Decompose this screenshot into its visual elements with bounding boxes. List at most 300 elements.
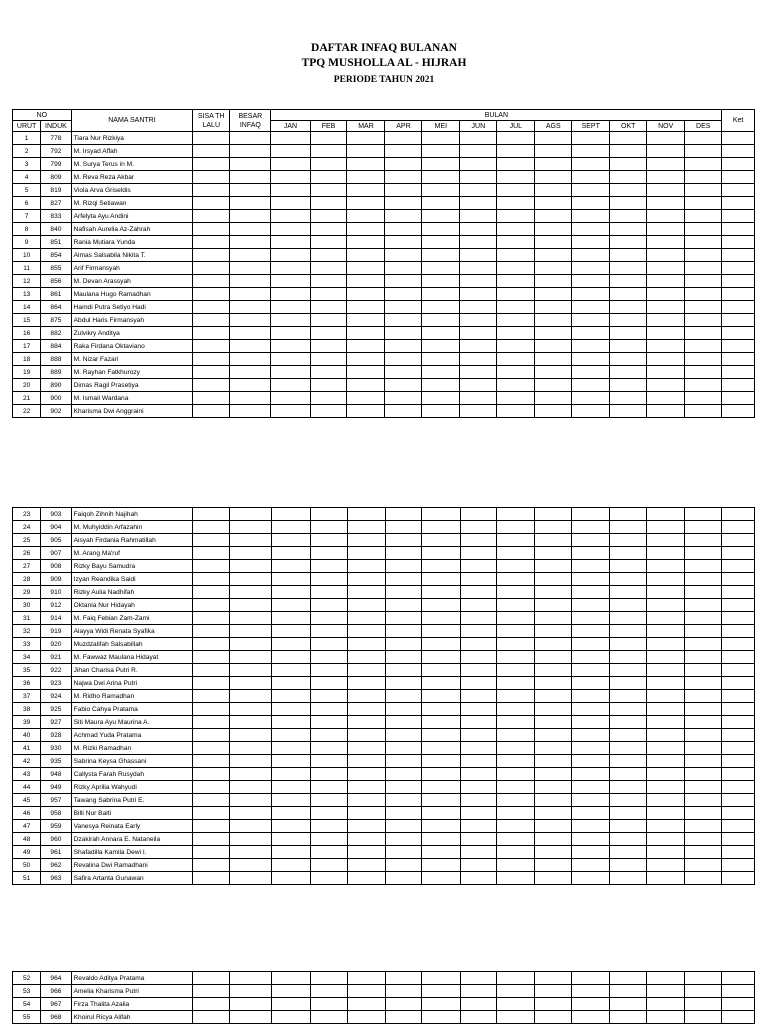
empty-cell [347, 872, 385, 885]
row-induk: 778 [41, 132, 71, 145]
empty-cell [685, 314, 722, 327]
empty-cell [610, 547, 647, 560]
empty-cell [610, 508, 647, 521]
empty-cell [610, 716, 647, 729]
empty-cell [572, 521, 610, 534]
row-nama: Safira Artanta Gunawan [71, 872, 193, 885]
empty-cell [347, 972, 385, 985]
empty-cell [193, 547, 230, 560]
empty-cell [610, 573, 647, 586]
empty-cell [647, 184, 685, 197]
student-row [13, 508, 755, 521]
empty-cell [347, 301, 385, 314]
empty-cell [385, 249, 422, 262]
empty-cell [685, 158, 722, 171]
empty-cell [385, 236, 422, 249]
empty-cell [497, 972, 535, 985]
empty-cell [685, 833, 722, 846]
empty-cell [422, 972, 460, 985]
empty-cell [422, 833, 460, 846]
empty-cell [722, 703, 755, 716]
row-nama: Shafadilla Kamila Dewi I. [71, 846, 193, 859]
empty-cell [610, 872, 647, 885]
empty-cell [193, 729, 230, 742]
empty-cell [385, 820, 422, 833]
empty-cell [647, 340, 685, 353]
empty-cell [230, 573, 271, 586]
empty-cell [385, 262, 422, 275]
empty-cell [460, 379, 497, 392]
row-nama: M. Surya Terus in M. [71, 158, 193, 171]
row-urut: 52 [13, 972, 41, 985]
empty-cell [460, 158, 497, 171]
empty-cell [610, 314, 647, 327]
empty-cell [193, 262, 230, 275]
empty-cell [460, 807, 497, 820]
empty-cell [422, 158, 460, 171]
empty-cell [385, 379, 422, 392]
empty-cell [647, 210, 685, 223]
empty-cell [193, 184, 230, 197]
empty-cell [460, 547, 497, 560]
empty-cell [535, 998, 572, 1011]
empty-cell [610, 405, 647, 418]
empty-cell [647, 859, 685, 872]
empty-cell [722, 690, 755, 703]
empty-cell [230, 392, 271, 405]
empty-cell [647, 781, 685, 794]
empty-cell [385, 846, 422, 859]
empty-cell [497, 612, 535, 625]
empty-cell [535, 171, 572, 184]
empty-cell [460, 197, 497, 210]
empty-cell [647, 586, 685, 599]
col-header-month: JUN [460, 121, 497, 132]
empty-cell [310, 859, 347, 872]
empty-cell [722, 132, 755, 145]
empty-cell [385, 560, 422, 573]
empty-cell [722, 972, 755, 985]
empty-cell [535, 794, 572, 807]
empty-cell [610, 664, 647, 677]
empty-cell [572, 547, 610, 560]
empty-cell [610, 677, 647, 690]
empty-cell [722, 794, 755, 807]
row-nama: Alayya Widi Renata Syafika [71, 625, 193, 638]
empty-cell [422, 703, 460, 716]
empty-cell [310, 534, 347, 547]
empty-cell [271, 872, 310, 885]
empty-cell [497, 690, 535, 703]
empty-cell [422, 534, 460, 547]
empty-cell [572, 560, 610, 573]
empty-cell [347, 807, 385, 820]
empty-cell [572, 807, 610, 820]
row-urut: 36 [13, 677, 41, 690]
empty-cell [497, 998, 535, 1011]
empty-cell [535, 651, 572, 664]
row-urut: 47 [13, 820, 41, 833]
empty-cell [347, 716, 385, 729]
empty-cell [271, 998, 310, 1011]
student-row [13, 690, 755, 703]
empty-cell [610, 236, 647, 249]
empty-cell [647, 249, 685, 262]
col-header-no: NO [13, 110, 72, 121]
empty-cell [535, 132, 572, 145]
empty-cell [422, 210, 460, 223]
empty-cell [271, 677, 310, 690]
row-induk: 884 [41, 340, 71, 353]
student-row [13, 872, 755, 885]
empty-cell [193, 833, 230, 846]
empty-cell [722, 197, 755, 210]
empty-cell [460, 236, 497, 249]
empty-cell [193, 573, 230, 586]
col-header-month: JAN [271, 121, 310, 132]
empty-cell [230, 716, 271, 729]
empty-cell [497, 353, 535, 366]
empty-cell [422, 573, 460, 586]
empty-cell [535, 872, 572, 885]
empty-cell [572, 262, 610, 275]
row-nama: Revaldo Aditya Pratama [71, 972, 193, 985]
empty-cell [460, 314, 497, 327]
empty-cell [347, 534, 385, 547]
row-nama: Raka Firdana Oktaviano [71, 340, 193, 353]
empty-cell [385, 158, 422, 171]
empty-cell [347, 560, 385, 573]
empty-cell [572, 716, 610, 729]
empty-cell [610, 755, 647, 768]
empty-cell [610, 288, 647, 301]
empty-cell [535, 638, 572, 651]
empty-cell [271, 625, 310, 638]
empty-cell [271, 521, 310, 534]
empty-cell [572, 171, 610, 184]
empty-cell [497, 985, 535, 998]
empty-cell [722, 612, 755, 625]
empty-cell [460, 508, 497, 521]
empty-cell [647, 223, 685, 236]
empty-cell [310, 275, 347, 288]
empty-cell [685, 742, 722, 755]
empty-cell [385, 534, 422, 547]
student-row [13, 729, 755, 742]
empty-cell [193, 508, 230, 521]
empty-cell [230, 807, 271, 820]
empty-cell [422, 755, 460, 768]
row-induk: 840 [41, 223, 71, 236]
empty-cell [230, 768, 271, 781]
empty-cell [610, 262, 647, 275]
empty-cell [347, 210, 385, 223]
empty-cell [422, 716, 460, 729]
row-nama: M. Ismail Wardana [71, 392, 193, 405]
empty-cell [271, 197, 310, 210]
empty-cell [193, 664, 230, 677]
row-induk: 861 [41, 288, 71, 301]
empty-cell [685, 807, 722, 820]
empty-cell [610, 327, 647, 340]
empty-cell [271, 716, 310, 729]
student-row [13, 327, 755, 340]
row-urut: 13 [13, 288, 41, 301]
row-induk: 920 [41, 638, 71, 651]
empty-cell [310, 288, 347, 301]
empty-cell [422, 807, 460, 820]
empty-cell [271, 314, 310, 327]
empty-cell [230, 729, 271, 742]
empty-cell [271, 755, 310, 768]
empty-cell [722, 171, 755, 184]
empty-cell [193, 586, 230, 599]
empty-cell [310, 184, 347, 197]
empty-cell [535, 820, 572, 833]
empty-cell [647, 716, 685, 729]
empty-cell [422, 314, 460, 327]
empty-cell [535, 625, 572, 638]
empty-cell [610, 301, 647, 314]
empty-cell [610, 145, 647, 158]
empty-cell [422, 768, 460, 781]
empty-cell [610, 638, 647, 651]
empty-cell [497, 872, 535, 885]
empty-cell [497, 859, 535, 872]
empty-cell [460, 171, 497, 184]
row-induk: 819 [41, 184, 71, 197]
empty-cell [722, 521, 755, 534]
empty-cell [647, 755, 685, 768]
empty-cell [647, 768, 685, 781]
empty-cell [460, 794, 497, 807]
empty-cell [722, 768, 755, 781]
row-induk: 924 [41, 690, 71, 703]
empty-cell [385, 392, 422, 405]
empty-cell [722, 340, 755, 353]
empty-cell [535, 366, 572, 379]
empty-cell [271, 392, 310, 405]
empty-cell [385, 677, 422, 690]
col-header-induk: INDUK [41, 121, 71, 132]
empty-cell [310, 703, 347, 716]
empty-cell [647, 327, 685, 340]
empty-cell [193, 275, 230, 288]
empty-cell [347, 197, 385, 210]
empty-cell [385, 210, 422, 223]
student-row [13, 599, 755, 612]
student-row [13, 781, 755, 794]
empty-cell [271, 379, 310, 392]
empty-cell [271, 781, 310, 794]
empty-cell [647, 820, 685, 833]
empty-cell [193, 197, 230, 210]
empty-cell [535, 210, 572, 223]
col-header-month: APR [385, 121, 422, 132]
empty-cell [310, 249, 347, 262]
empty-cell [535, 859, 572, 872]
empty-cell [647, 236, 685, 249]
empty-cell [385, 833, 422, 846]
col-header-month: OKT [610, 121, 647, 132]
empty-cell [310, 794, 347, 807]
empty-cell [310, 781, 347, 794]
empty-cell [310, 353, 347, 366]
row-urut: 21 [13, 392, 41, 405]
empty-cell [722, 262, 755, 275]
row-induk: 962 [41, 859, 71, 872]
institution-name: TPQ MUSHOLLA AL - HIJRAH [301, 57, 467, 69]
empty-cell [572, 998, 610, 1011]
empty-cell [422, 998, 460, 1011]
row-induk: 923 [41, 677, 71, 690]
row-nama: M. Irsyad Affah [71, 145, 193, 158]
empty-cell [722, 729, 755, 742]
row-nama: Muzdzalifah Salsabillah [71, 638, 193, 651]
empty-cell [647, 288, 685, 301]
empty-cell [460, 249, 497, 262]
empty-cell [647, 262, 685, 275]
row-induk: 930 [41, 742, 71, 755]
empty-cell [460, 703, 497, 716]
row-nama: M. Rizqi Setiawan [71, 197, 193, 210]
student-row [13, 275, 755, 288]
student-row [13, 998, 755, 1011]
empty-cell [347, 366, 385, 379]
empty-cell [271, 353, 310, 366]
empty-cell [271, 275, 310, 288]
row-nama: Tawang Sabrina Putri E. [71, 794, 193, 807]
empty-cell [685, 521, 722, 534]
student-row [13, 132, 755, 145]
empty-cell [497, 833, 535, 846]
row-nama: Vanesya Reinata Early [71, 820, 193, 833]
empty-cell [460, 729, 497, 742]
empty-cell [310, 768, 347, 781]
row-urut: 16 [13, 327, 41, 340]
empty-cell [193, 612, 230, 625]
empty-cell [271, 534, 310, 547]
row-urut: 20 [13, 379, 41, 392]
empty-cell [685, 794, 722, 807]
empty-cell [271, 573, 310, 586]
empty-cell [460, 872, 497, 885]
empty-cell [310, 521, 347, 534]
row-nama: Dzakirah Annara E. Nataneila [71, 833, 193, 846]
empty-cell [230, 236, 271, 249]
empty-cell [497, 703, 535, 716]
empty-cell [497, 560, 535, 573]
empty-cell [271, 664, 310, 677]
empty-cell [385, 547, 422, 560]
student-row [13, 768, 755, 781]
empty-cell [535, 547, 572, 560]
empty-cell [647, 547, 685, 560]
empty-cell [271, 768, 310, 781]
empty-cell [347, 859, 385, 872]
empty-cell [610, 742, 647, 755]
empty-cell [230, 249, 271, 262]
empty-cell [422, 405, 460, 418]
empty-cell [535, 807, 572, 820]
empty-cell [347, 314, 385, 327]
empty-cell [610, 521, 647, 534]
empty-cell [271, 972, 310, 985]
empty-cell [497, 625, 535, 638]
empty-cell [422, 560, 460, 573]
row-nama: Almas Salsabila Nikita T. [71, 249, 193, 262]
empty-cell [497, 236, 535, 249]
empty-cell [422, 547, 460, 560]
row-induk: 890 [41, 379, 71, 392]
empty-cell [685, 716, 722, 729]
row-induk: 903 [41, 508, 71, 521]
empty-cell [572, 794, 610, 807]
empty-cell [271, 859, 310, 872]
empty-cell [535, 560, 572, 573]
empty-cell [385, 197, 422, 210]
empty-cell [572, 197, 610, 210]
empty-cell [422, 275, 460, 288]
empty-cell [271, 833, 310, 846]
empty-cell [647, 560, 685, 573]
empty-cell [310, 729, 347, 742]
empty-cell [535, 586, 572, 599]
empty-cell [193, 807, 230, 820]
empty-cell [193, 249, 230, 262]
empty-cell [460, 755, 497, 768]
empty-cell [685, 625, 722, 638]
empty-cell [310, 599, 347, 612]
empty-cell [230, 223, 271, 236]
empty-cell [230, 314, 271, 327]
empty-cell [460, 846, 497, 859]
student-row [13, 846, 755, 859]
empty-cell [685, 275, 722, 288]
empty-cell [610, 833, 647, 846]
empty-cell [685, 366, 722, 379]
empty-cell [535, 249, 572, 262]
empty-cell [230, 703, 271, 716]
empty-cell [460, 573, 497, 586]
empty-cell [572, 742, 610, 755]
empty-cell [230, 327, 271, 340]
empty-cell [722, 573, 755, 586]
empty-cell [647, 301, 685, 314]
student-row [13, 534, 755, 547]
empty-cell [610, 366, 647, 379]
empty-cell [422, 366, 460, 379]
empty-cell [310, 210, 347, 223]
empty-cell [647, 833, 685, 846]
empty-cell [193, 353, 230, 366]
empty-cell [230, 301, 271, 314]
empty-cell [685, 379, 722, 392]
empty-cell [230, 586, 271, 599]
empty-cell [347, 340, 385, 353]
empty-cell [347, 985, 385, 998]
empty-cell [460, 521, 497, 534]
empty-cell [193, 405, 230, 418]
student-row [13, 573, 755, 586]
empty-cell [271, 638, 310, 651]
empty-cell [535, 508, 572, 521]
empty-cell [385, 1011, 422, 1024]
empty-cell [310, 846, 347, 859]
empty-cell [610, 534, 647, 547]
row-urut: 14 [13, 301, 41, 314]
empty-cell [271, 366, 310, 379]
